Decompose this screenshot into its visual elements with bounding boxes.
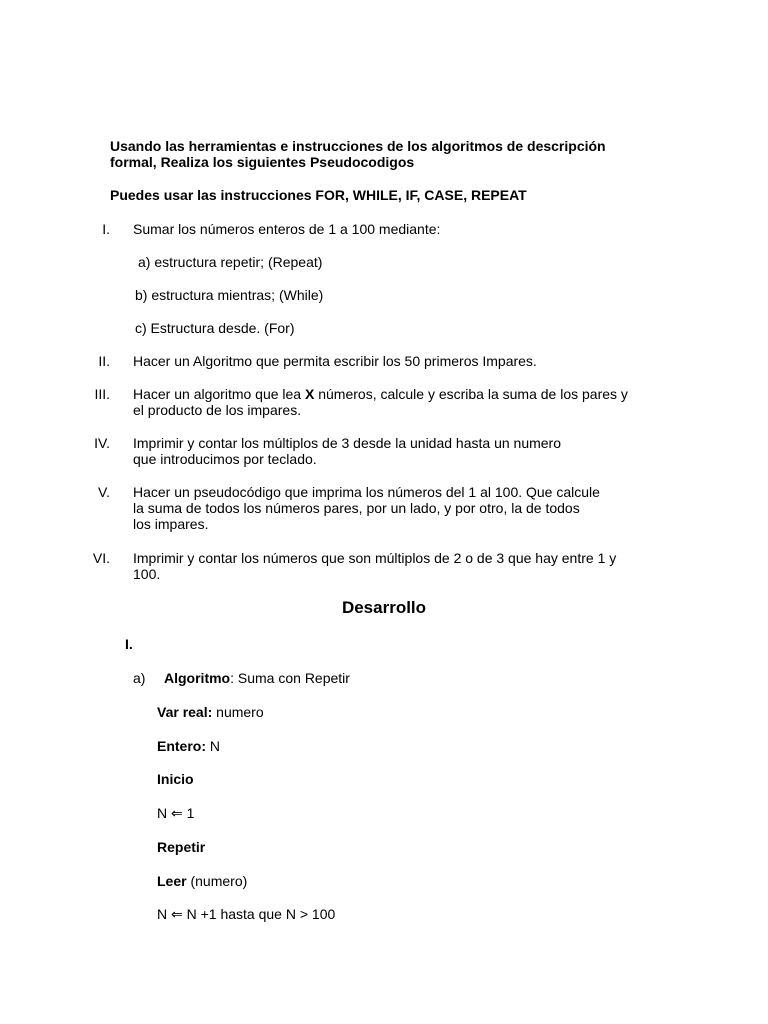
sub-item-a: a) estructura repetir; (Repeat) bbox=[138, 254, 323, 270]
exercise-3-text-line-2: el producto de los impares. bbox=[133, 402, 302, 418]
exercise-2-text: Hacer un Algoritmo que permita escribir los 50 primeros Impares. bbox=[133, 353, 537, 369]
assign-n-1: N ⇐ 1 bbox=[157, 805, 195, 821]
sub-item-c: c) Estructura desde. (For) bbox=[135, 320, 295, 336]
exercise-1-numeral: I. bbox=[102, 221, 110, 237]
exercise-3-text-post: números, calcule y escriba la suma de los pares y bbox=[314, 386, 628, 402]
intro-line-2: formal, Realiza los siguientes Pseudocodigos bbox=[110, 154, 415, 170]
repetir-keyword: Repetir bbox=[157, 839, 206, 855]
exercise-4-text-line-2: que introducimos por teclado. bbox=[133, 451, 317, 467]
exercise-6-text-line-1: Imprimir y contar los números que son múltiplos de 2 o de 3 que hay entre 1 y bbox=[133, 550, 617, 566]
var-real-line bbox=[157, 704, 264, 720]
exercise-6-numeral: VI. bbox=[92, 550, 110, 566]
exercise-3-numeral: III. bbox=[94, 386, 110, 402]
sub-item-b: b) estructura mientras; (While) bbox=[135, 287, 324, 303]
exercise-3-text-bold: X bbox=[305, 386, 315, 402]
development-item-label: a) bbox=[133, 670, 146, 686]
exercise-3-text bbox=[133, 386, 628, 402]
leer-label: Leer bbox=[157, 873, 187, 889]
intro-line-1: Usando las herramientas e instrucciones de los algoritmos de descripción bbox=[110, 138, 606, 154]
assign-n-increment: N ⇐ N +1 hasta que N > 100 bbox=[157, 906, 336, 922]
exercise-5-numeral: V. bbox=[98, 484, 110, 500]
exercise-4-text-line-1: Imprimir y contar los múltiplos de 3 desde la unidad hasta un numero bbox=[133, 435, 561, 451]
entero-line bbox=[157, 738, 220, 754]
exercise-1-text: Sumar los números enteros de 1 a 100 mediante: bbox=[133, 221, 441, 237]
development-title: Desarrollo bbox=[341, 598, 427, 617]
var-real-value: numero bbox=[212, 704, 264, 720]
exercise-2-numeral: II. bbox=[98, 353, 110, 369]
algorithm-value: : Suma con Repetir bbox=[230, 670, 350, 686]
development-section: I. bbox=[125, 636, 133, 652]
algorithm-label: Algoritmo bbox=[164, 670, 231, 686]
exercise-3-text-pre: Hacer un algoritmo que lea bbox=[133, 386, 305, 402]
exercise-4-numeral: IV. bbox=[94, 435, 110, 451]
exercise-5-text-line-1: Hacer un pseudocódigo que imprima los números del 1 al 100. Que calcule bbox=[133, 484, 600, 500]
intro-instructions: Puedes usar las instrucciones FOR, WHILE, IF, CASE, REPEAT bbox=[110, 187, 527, 203]
algorithm-line bbox=[164, 670, 350, 686]
var-real-label: Var real: bbox=[157, 704, 213, 720]
leer-value: (numero) bbox=[186, 873, 248, 889]
inicio-keyword: Inicio bbox=[157, 771, 194, 787]
entero-value: N bbox=[206, 738, 220, 754]
exercise-5-text-line-2: la suma de todos los números pares, por un lado, y por otro, la de todos bbox=[133, 500, 580, 516]
exercise-6-text-line-2: 100. bbox=[133, 566, 161, 582]
entero-label: Entero: bbox=[157, 738, 206, 754]
leer-line bbox=[157, 873, 247, 889]
exercise-5-text-line-3: los impares. bbox=[133, 516, 209, 532]
